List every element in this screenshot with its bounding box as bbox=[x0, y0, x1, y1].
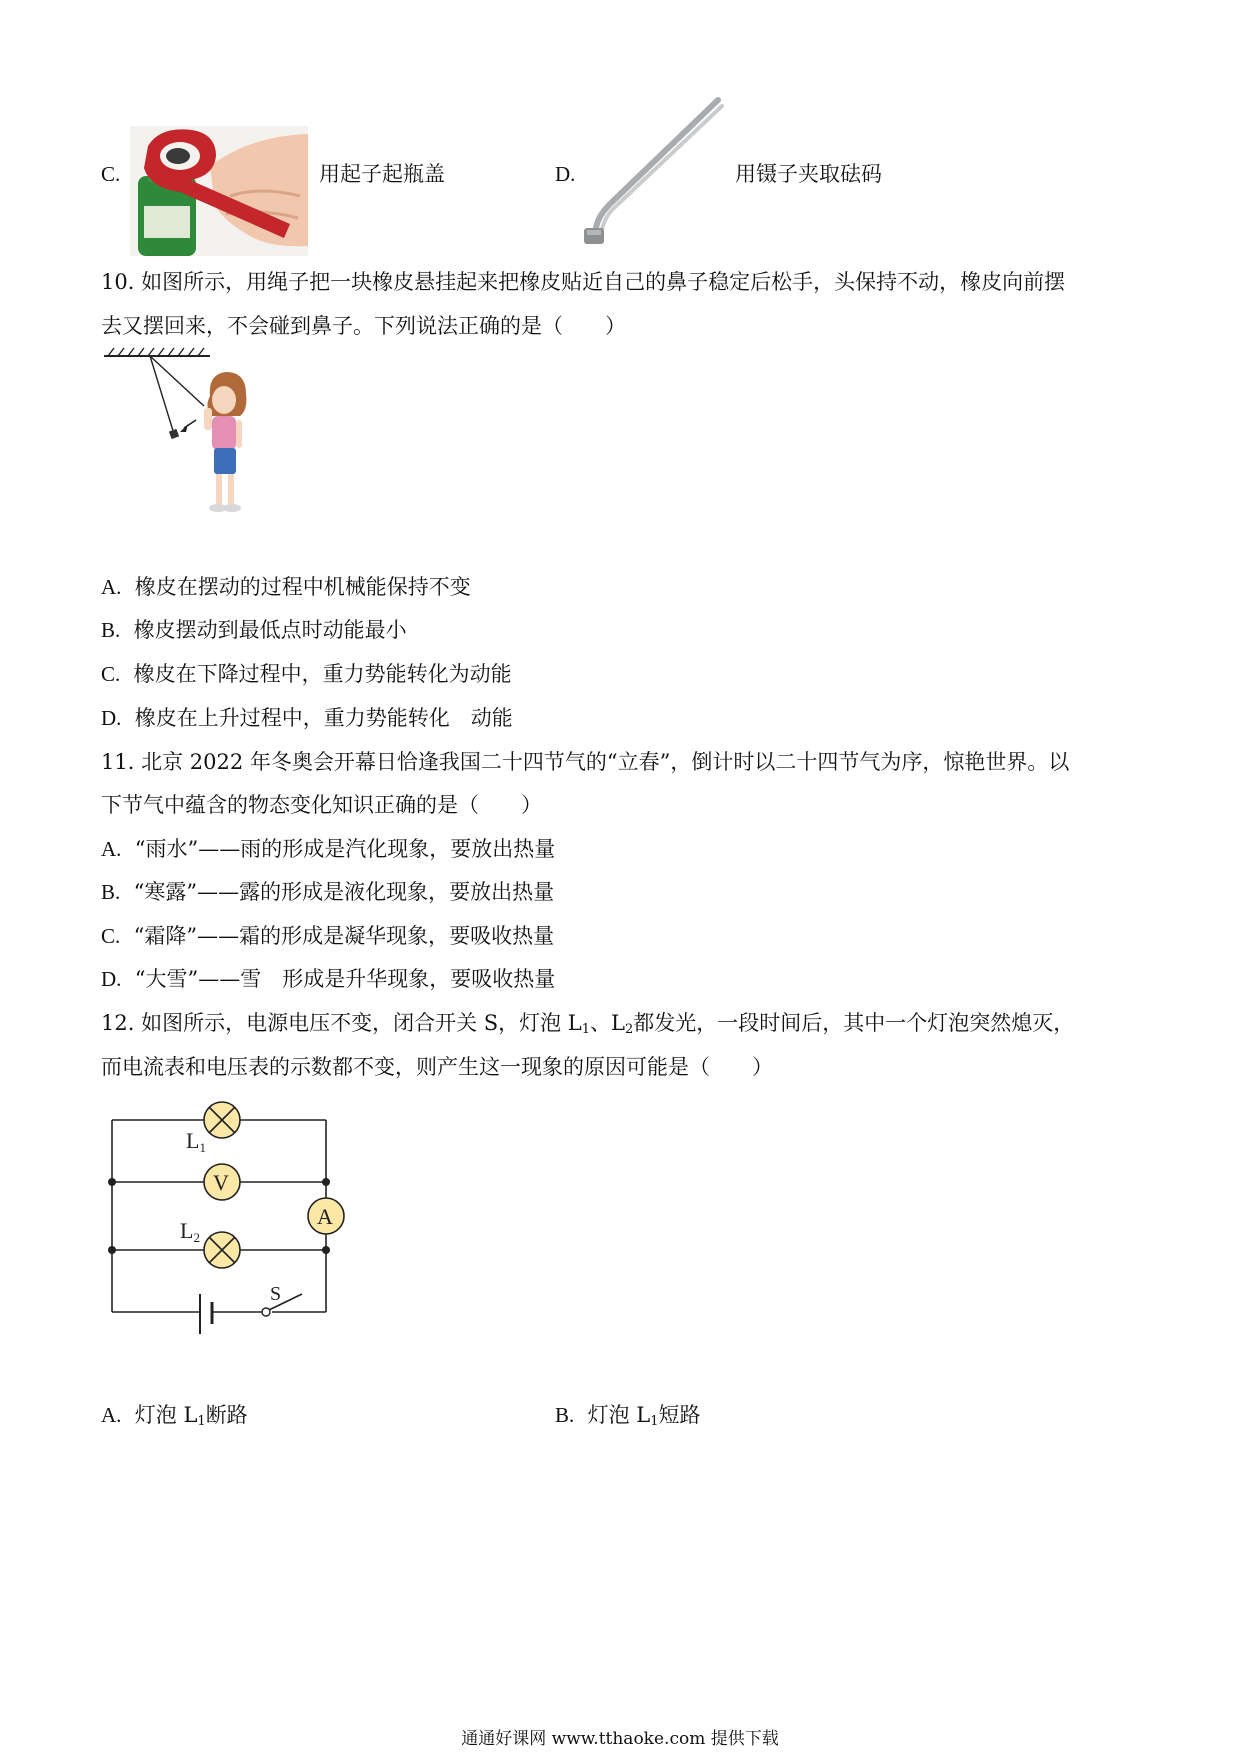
q10-option-a: A. 橡皮在摆动的过程中机械能保持不变 bbox=[101, 575, 471, 599]
pendulum-girl-figure bbox=[100, 346, 260, 518]
q11-option-a: A. “雨水”——雨的形成是汽化现象，要放出热量 bbox=[101, 837, 556, 861]
q10-option-d: D. 橡皮在上升过程中，重力势能转化 动能 bbox=[101, 706, 513, 730]
tweezers-image bbox=[580, 96, 730, 248]
q10-option-c: C. 橡皮在下降过程中，重力势能转化为动能 bbox=[101, 662, 512, 686]
q10-stem-line1: 10. 如图所示，用绳子把一块橡皮悬挂起来把橡皮贴近自己的鼻子稳定后松手，头保持不动，橡皮向前摆 bbox=[101, 270, 1066, 294]
lamp-l1-icon bbox=[204, 1102, 240, 1138]
q9-option-c-text: 用起子起瓶盖 bbox=[319, 162, 445, 186]
q11-option-b: B. “寒露”——露的形成是液化现象，要放出热量 bbox=[101, 880, 555, 904]
q11-stem-line2: 下节气中蕴含的物态变化知识正确的是（ ） bbox=[101, 793, 542, 817]
q9-option-c-letter: C. bbox=[101, 162, 121, 186]
lamp-l1-label: L1 bbox=[186, 1128, 206, 1155]
q11-stem-line1: 11. 北京 2022 年冬奥会开幕日恰逢我国二十四节气的“立春”，倒计时以二十四节气为序，惊艳世界。以 bbox=[101, 750, 1070, 774]
bottle-opener-image bbox=[130, 126, 308, 256]
switch-label: S bbox=[270, 1283, 282, 1305]
q9-option-d-letter: D. bbox=[555, 162, 576, 186]
page-footer: 通通好课网 www.tthaoke.com 提供下载 bbox=[461, 1729, 779, 1749]
lamp-l2-label: L2 bbox=[180, 1218, 200, 1245]
q11-option-d: D. “大雪”——雪 形成是升华现象，要吸收热量 bbox=[101, 967, 556, 991]
lamp-l2-icon bbox=[204, 1232, 240, 1268]
q12-option-a: A. 灯泡 $L_1$断路 bbox=[101, 1403, 248, 1429]
q10-stem-line2: 去又摆回来，不会碰到鼻子。下列说法正确的是（ ） bbox=[101, 314, 626, 338]
q12-stem-line1: 12. 如图所示，电源电压不变，闭合开关 S，灯泡 $L_1$、$L_2$都发光，一段时间后，其中一个灯泡突然熄灭， bbox=[101, 1011, 1075, 1037]
circuit-diagram bbox=[100, 1096, 360, 1346]
q11-option-c: C. “霜降”——霜的形成是凝华现象，要吸收热量 bbox=[101, 924, 555, 948]
q12-stem-line2: 而电流表和电压表的示数都不变，则产生这一现象的原因可能是（ ） bbox=[101, 1055, 773, 1079]
q12-option-b: B. 灯泡 $L_1$短路 bbox=[555, 1403, 701, 1429]
q10-option-b: B. 橡皮摆动到最低点时动能最小 bbox=[101, 618, 407, 642]
ammeter-label: A bbox=[317, 1204, 333, 1229]
q9-option-d-text: 用镊子夹取砝码 bbox=[735, 162, 882, 186]
voltmeter-label: V bbox=[213, 1170, 229, 1195]
